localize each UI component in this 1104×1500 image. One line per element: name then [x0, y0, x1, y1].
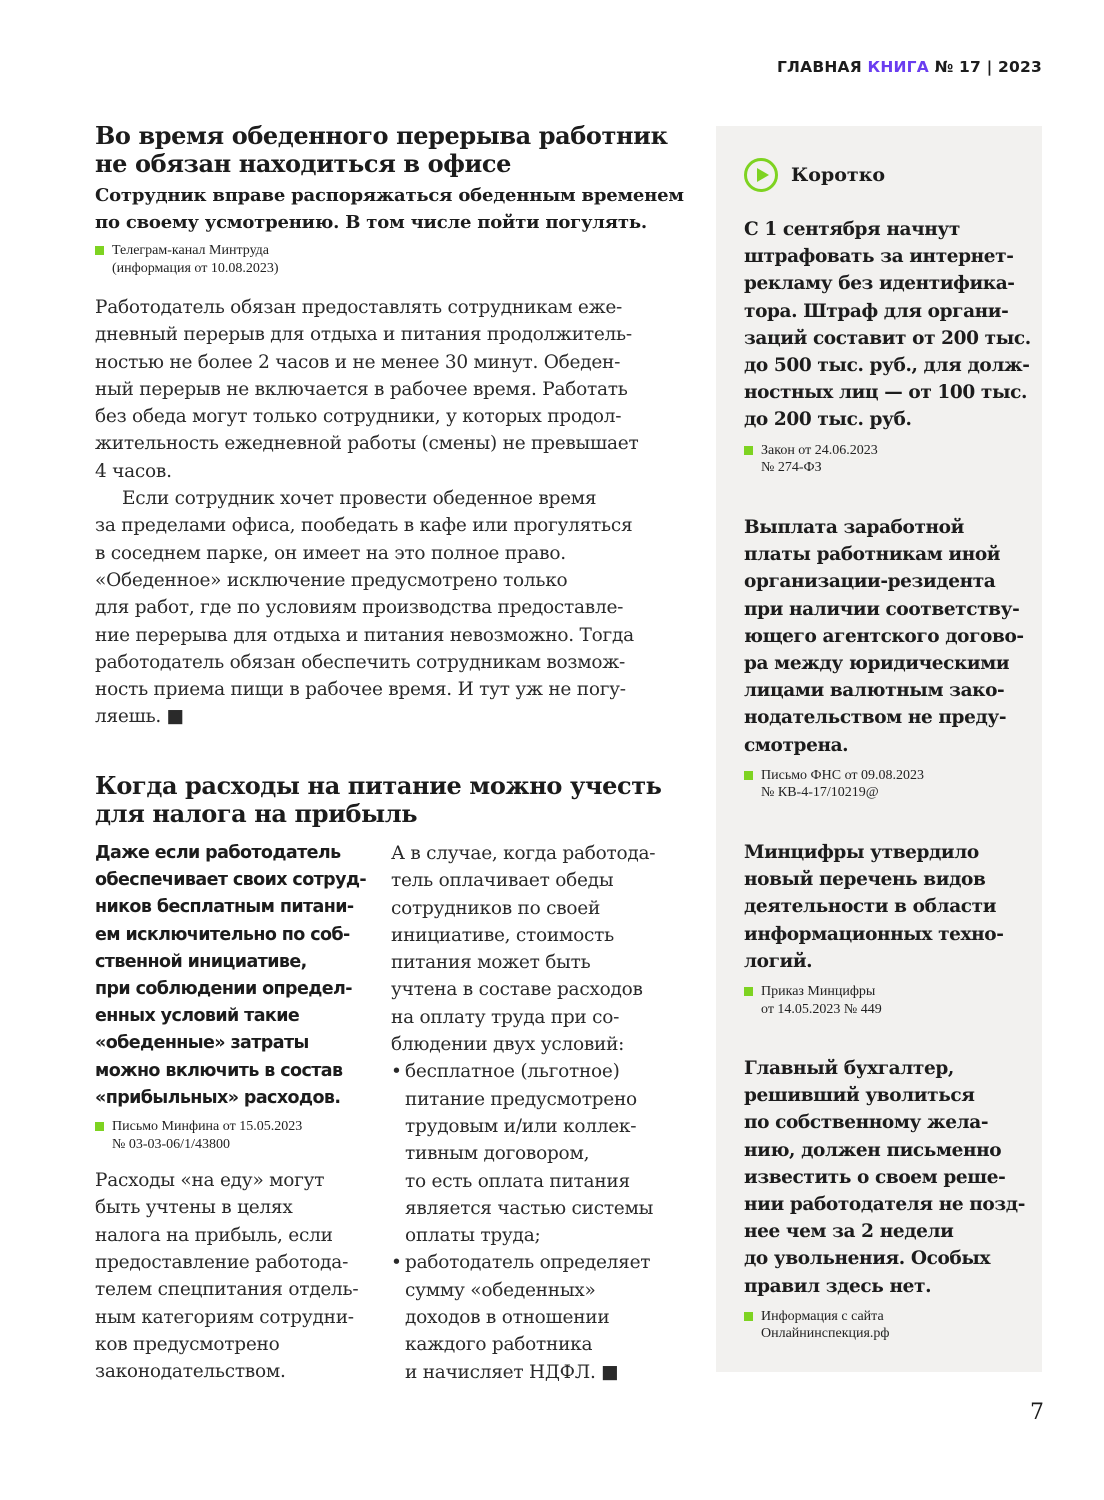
- sidebar-title: Коротко: [791, 164, 886, 186]
- play-icon: [744, 158, 778, 192]
- note-line: тора. Штраф для органи-: [744, 300, 1009, 322]
- intro-line: обеспечивает своих сотруд-: [95, 870, 367, 891]
- note-line: ющего агентского догово-: [744, 625, 1024, 647]
- body-line: ный перерыв не включается в рабочее время. Работать: [95, 378, 628, 400]
- article2-source-line: Письмо Минфина от 15.05.2023: [112, 1119, 303, 1135]
- note-line: смотрена.: [744, 734, 849, 756]
- body-line: в соседнем парке, он имеет на это полное право.: [95, 542, 566, 564]
- note-source-line: Письмо ФНС от 09.08.2023: [761, 767, 925, 783]
- issue-number: № 17 | 2023: [934, 58, 1042, 76]
- body-line: «Обеденное» исключение предусмотрено только: [95, 569, 568, 591]
- note-line: рекламу без идентифика-: [744, 273, 1015, 295]
- page-number: 7: [1030, 1400, 1044, 1425]
- note-text: [744, 839, 1034, 975]
- body-line: ков предусмотрено: [95, 1333, 280, 1355]
- intro-line: можно включить в состав: [95, 1060, 343, 1081]
- sidebar-note: [744, 514, 1034, 819]
- note-source-line: от 14.05.2023 № 449: [761, 1001, 882, 1017]
- note-line: по собственному жела-: [744, 1112, 989, 1134]
- body-line: телем спецпитания отдель-: [95, 1279, 359, 1301]
- article1-paragraph2: [95, 485, 667, 731]
- article2-left-body: [95, 1167, 375, 1385]
- body-line: сумму «обеденных»: [405, 1279, 596, 1301]
- article2-left-column: [95, 840, 375, 1386]
- article1-title-line: не обязан находиться в офисе: [95, 149, 511, 178]
- body-line: предоставление работода-: [95, 1251, 349, 1273]
- magazine-name-part1: ГЛАВНАЯ: [776, 58, 862, 76]
- list-item: [391, 1058, 667, 1249]
- body-line: без обеда могут только сотрудники, у которых продол-: [95, 406, 622, 428]
- note-text: [744, 216, 1034, 434]
- intro-line: ственной инициативе,: [95, 951, 307, 972]
- note-line: логий.: [744, 950, 813, 972]
- body-line: ность приема пищи в рабочее время. И тут уж не погу-: [95, 679, 626, 701]
- body-line: Расходы «на еду» могут: [95, 1170, 325, 1192]
- article2-right-column: [391, 840, 667, 1386]
- note-line: С 1 сентября начнут: [744, 219, 960, 240]
- body-line: сотрудников по своей: [391, 897, 601, 919]
- note-line: ра между юридическими: [744, 653, 1010, 675]
- intro-line: ем исключительно по соб-: [95, 924, 350, 945]
- note-line: Главный бухгалтер,: [744, 1058, 954, 1079]
- sidebar-note: [744, 839, 1034, 1035]
- list-item: [391, 1249, 667, 1385]
- article2-title-line: для налога на прибыль: [95, 799, 418, 828]
- body-line: инициативе, стоимость: [391, 924, 614, 946]
- note-source: [744, 442, 1034, 477]
- note-line: до увольнения. Особых: [744, 1248, 991, 1270]
- note-line: Выплата заработной: [744, 517, 964, 538]
- article1-paragraph1: [95, 294, 667, 485]
- article1-title: [95, 122, 667, 178]
- body-line: ным категориям сотрудни-: [95, 1306, 354, 1328]
- body-line: ляешь. ■: [95, 706, 184, 728]
- note-line: нии работодателя не позд-: [744, 1194, 1025, 1216]
- body-line: каждого работника: [405, 1334, 593, 1356]
- intro-line: Даже если работодатель: [95, 843, 341, 863]
- body-line: то есть оплата питания: [405, 1170, 630, 1192]
- article2-source: [95, 1118, 375, 1153]
- sidebar-note: [744, 216, 1034, 494]
- note-line: платы работникам иной: [744, 544, 1001, 566]
- article1-title-line: Во время обеденного перерыва работник: [95, 121, 668, 150]
- body-line: А в случае, когда работода-: [391, 843, 656, 864]
- note-source-line: Закон от 24.06.2023: [761, 442, 878, 458]
- article1-lead-line: Сотрудник вправе распоряжаться обеденным временем: [95, 185, 684, 206]
- intro-line: «обеденные» затраты: [95, 1033, 309, 1054]
- magazine-header: [777, 58, 1042, 76]
- sidebar-note: [744, 1055, 1034, 1360]
- body-line: питания может быть: [391, 952, 591, 974]
- note-line: до 200 тыс. руб.: [744, 409, 912, 431]
- body-line: оплаты труда;: [405, 1225, 541, 1247]
- note-text: [744, 1055, 1034, 1300]
- body-line: • работодатель определяет: [405, 1252, 651, 1274]
- body-line: Если сотрудник хочет провести обеденное время: [122, 488, 597, 510]
- note-line: новый перечень видов: [744, 869, 986, 891]
- body-line: учтена в составе расходов: [391, 979, 643, 1001]
- note-line: заций составит от 200 тыс.: [744, 327, 1031, 349]
- body-line: работодатель обязан обеспечить сотрудникам возмож-: [95, 651, 626, 673]
- article1-lead: [95, 182, 684, 236]
- note-source-line: Информация с сайта: [761, 1308, 884, 1324]
- note-line: нию, должен письменно: [744, 1139, 1002, 1161]
- body-line: питание предусмотрено: [405, 1088, 637, 1110]
- note-line: деятельности в области: [744, 896, 997, 918]
- article-meal-expenses: [95, 772, 667, 1386]
- note-line: Минцифры утвердило: [744, 842, 979, 863]
- article2-title-line: Когда расходы на питание можно учесть: [95, 771, 662, 800]
- body-line: законодательством.: [95, 1361, 286, 1383]
- article2-title: [95, 772, 667, 828]
- body-line: для работ, где по условиям производства предоставле-: [95, 597, 624, 619]
- note-source: [744, 767, 1034, 802]
- body-line: дневный перерыв для отдыха и питания продолжитель-: [95, 324, 632, 346]
- article2-source-line: № 03-03-06/1/43800: [112, 1136, 230, 1152]
- note-line: штрафовать за интернет-: [744, 246, 1014, 268]
- note-line: при наличии соответству-: [744, 598, 1020, 620]
- body-line: налога на прибыль, если: [95, 1224, 333, 1246]
- body-line: является частью системы: [405, 1197, 654, 1219]
- body-line: блюдении двух условий:: [391, 1034, 625, 1056]
- note-source-line: Приказ Минцифры: [761, 984, 876, 1000]
- briefly-sidebar: [716, 126, 1042, 1372]
- note-source-line: Онлайнинспекция.рф: [761, 1326, 890, 1342]
- article2-conditions-list: [391, 1058, 667, 1386]
- note-source-line: № 274-ФЗ: [761, 460, 822, 476]
- note-line: решивший уволиться: [744, 1085, 975, 1107]
- body-line: тивным договором,: [405, 1143, 590, 1165]
- body-line: ностью не более 2 часов и не менее 30 минут. Обеден-: [95, 351, 621, 373]
- body-line: быть учтены в целях: [95, 1197, 293, 1219]
- body-line: на оплату труда при со-: [391, 1006, 620, 1028]
- body-line: трудовым и/или коллек-: [405, 1115, 637, 1137]
- article1-source-line: Телеграм-канал Минтруда: [112, 243, 270, 258]
- body-line: и начисляет НДФЛ. ■: [405, 1361, 619, 1383]
- body-line: жительность ежедневной работы (смены) не превышает: [95, 433, 639, 455]
- note-line: до 500 тыс. руб., для долж-: [744, 355, 1030, 377]
- body-line: Работодатель обязан предоставлять сотрудникам еже-: [95, 297, 623, 318]
- article-lunch-break: [95, 121, 684, 731]
- note-line: организации-резидента: [744, 571, 996, 593]
- body-line: тель оплачивает обеды: [391, 870, 614, 892]
- body-line: 4 часов.: [95, 460, 172, 482]
- note-source: [744, 983, 1034, 1018]
- article1-lead-line: по своему усмотрению. В том числе пойти погулять.: [95, 212, 647, 233]
- article1-source-line: (информация от 10.08.2023): [112, 260, 279, 276]
- body-line: • бесплатное (льготное): [405, 1061, 620, 1083]
- intro-line: енных условий такие: [95, 1006, 300, 1027]
- note-text: [744, 514, 1034, 759]
- body-line: ние перерыва для отдыха и питания невозможно. Тогда: [95, 624, 634, 646]
- sidebar-header: [744, 156, 885, 194]
- body-line: доходов в отношении: [405, 1307, 610, 1329]
- body-line: за пределами офиса, пообедать в кафе или прогуляться: [95, 515, 633, 537]
- note-line: информационных техно-: [744, 923, 1004, 945]
- note-line: нее чем за 2 недели: [744, 1221, 954, 1243]
- note-source-line: № КВ-4-17/10219@: [761, 785, 879, 801]
- article1-source: [95, 242, 667, 277]
- article2-right-body: [391, 840, 667, 1058]
- intro-line: ников бесплатным питани-: [95, 897, 354, 918]
- note-source: [744, 1308, 1034, 1343]
- intro-line: при соблюдении определ-: [95, 979, 352, 1000]
- note-line: известить о своем реше-: [744, 1166, 1006, 1188]
- magazine-name-part2: КНИГА: [867, 58, 929, 76]
- note-line: нодательством не преду-: [744, 707, 1007, 729]
- note-line: ностных лиц — от 100 тыс.: [744, 382, 1027, 404]
- note-line: лицами валютным зако-: [744, 680, 1005, 702]
- article2-intro: [95, 840, 375, 1112]
- intro-line: «прибыльных» расходов.: [95, 1087, 341, 1108]
- note-line: правил здесь нет.: [744, 1275, 932, 1297]
